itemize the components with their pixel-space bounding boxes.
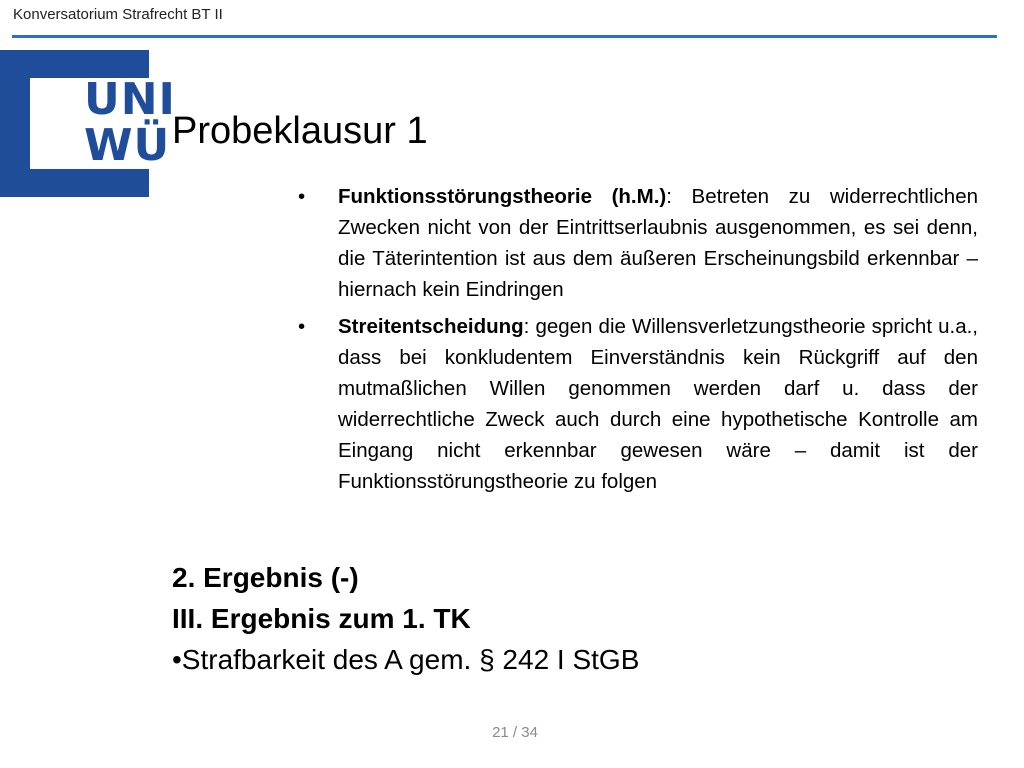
bullet-glyph: • <box>298 185 306 208</box>
list-item <box>298 311 978 497</box>
section-heading: III. Ergebnis zum 1. TK <box>172 603 471 634</box>
result-heading: 2. Ergebnis (-) <box>172 562 359 593</box>
logo-text-uni: UNI <box>84 74 176 125</box>
page-number: 21 / 34 <box>492 724 538 741</box>
header-rule <box>12 35 997 38</box>
list-item-text: : gegen die Willensverletzungstheorie spricht u.a., dass bei konkludentem Einverständnis kein Rückgriff auf den mutmaßlichen Willen genommen werden darf u. dass der widerrechtliche Zweck auch durch eine hypothetische Kontrolle am Eingang nicht erkennbar gewesen wäre – damit ist der Funktionsstörungstheorie zu folgen <box>338 315 978 493</box>
logo-text-wue: WÜ <box>84 120 171 171</box>
list-item-term: Funktionsstörungstheorie (h.M.) <box>338 185 667 208</box>
argument-list <box>298 181 978 503</box>
list-item-text: : Betreten zu widerrechtlichen Zwecken nicht von der Eintrittserlaubnis ausgenommen, es sei denn, die Täterintention ist aus dem äußeren Erscheinungsbild erkennbar – hiernach kein Eindringen <box>338 185 978 301</box>
summary-bullet: •Strafbarkeit des A gem. § 242 I StGB <box>172 644 640 675</box>
slide-title: Probeklausur 1 <box>172 110 428 152</box>
bullet-glyph: • <box>298 315 306 338</box>
header-title: Konversatorium Strafrecht BT II <box>13 6 223 23</box>
list-item <box>298 181 978 305</box>
list-item-term: Streitentscheidung <box>338 315 524 338</box>
